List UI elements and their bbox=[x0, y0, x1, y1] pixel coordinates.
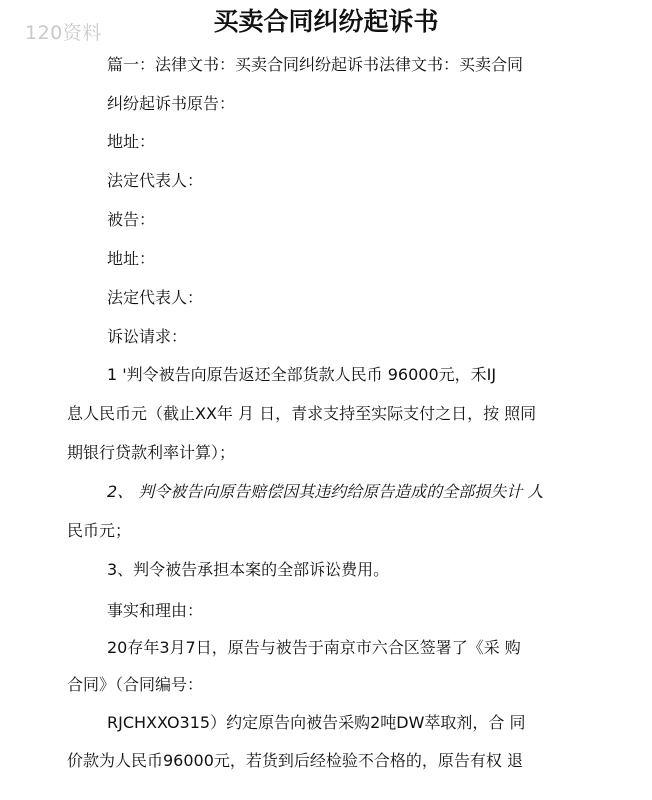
text-line-18: RJCHXXO315）约定原告向被告采购2吨DW萃取剂，合 同 bbox=[107, 713, 526, 732]
text-line-3: 地址： bbox=[107, 132, 156, 151]
text-line-15: 事实和理由： bbox=[107, 601, 204, 620]
text-line-14: 3、判令被告承担本案的全部诉讼费用。 bbox=[107, 560, 390, 579]
text-line-5: 被告： bbox=[107, 210, 156, 229]
text-line-6: 地址： bbox=[107, 249, 156, 268]
watermark: 120资料 bbox=[25, 22, 102, 44]
text-line-17: 合同》（合同编号： bbox=[67, 675, 204, 694]
text-line-2: 纠纷起诉书原告： bbox=[107, 94, 236, 113]
text-line-10: 息人民币元（截止XX年 月 日，青求支持至实际支付之日，按 照同 bbox=[67, 404, 537, 423]
text-line-13: 民币元； bbox=[67, 521, 132, 540]
text-line-1: 篇一：法律文书：买卖合同纠纷起诉书法律文书：买卖合同 bbox=[107, 55, 524, 74]
document-title: 买卖合同纠纷起诉书 bbox=[213, 7, 439, 36]
text-line-19: 价款为人民币96000元，若货到后经检验不合格的，原告有权 退 bbox=[67, 751, 523, 770]
text-line-4: 法定代表人： bbox=[107, 171, 204, 190]
text-line-8: 诉讼请求： bbox=[107, 327, 188, 346]
text-line-16: 20存年3月7日，原告与被告于南京市六合区签署了《采 购 bbox=[107, 638, 521, 657]
text-line-11: 期银行贷款利率计算）； bbox=[67, 443, 236, 462]
text-line-9: 1 '判令被告向原告返还全部货款人民币 96000元，禾IJ bbox=[107, 365, 497, 384]
text-line-7: 法定代表人： bbox=[107, 288, 204, 307]
text-line-12: 2、 判令被告向原告赔偿因其违约给原告造成的全部损失计 人 bbox=[107, 482, 544, 501]
